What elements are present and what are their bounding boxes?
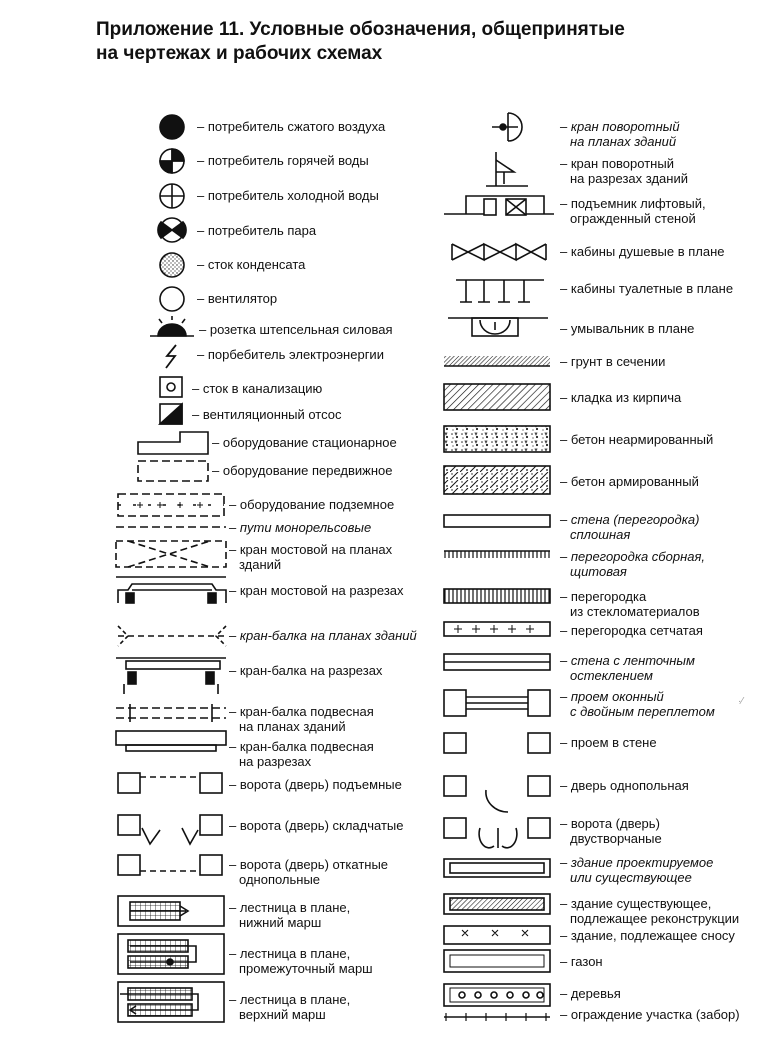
sewer-drain-icon: [160, 377, 182, 397]
right-label-double-window-line-2: с двойным переплетом: [570, 704, 715, 719]
ventilator-icon: [160, 287, 184, 311]
left-label-lifting-gate: – ворота (дверь) подъемные: [229, 777, 402, 792]
stair-middle-icon: [118, 934, 224, 974]
left-label-bridge-crane-plan: – кран мостовой на планах: [229, 542, 393, 557]
strip-glazing-wall-icon: [444, 654, 550, 670]
demolition-building-icon: [444, 926, 550, 944]
right-label-strip-glazing-wall-line-2: остеклением: [570, 668, 653, 683]
mesh-partition-icon: [444, 622, 550, 636]
plain-concrete-icon: [444, 426, 550, 452]
left-label-folding-gate: – ворота (дверь) складчатые: [229, 818, 404, 833]
left-label-hanging-crane-beam-section-line-2: на разрезах: [239, 754, 312, 769]
left-column-labels: [192, 119, 417, 1022]
right-label-designed-building: – здание проектируемое: [560, 855, 714, 870]
right-label-brickwork: – кладка из кирпича: [560, 390, 682, 405]
power-socket-icon: [150, 316, 194, 336]
right-label-building-reconstruction-line-2: подлежащее реконструкции: [570, 911, 740, 926]
panel-partition-icon: [444, 551, 550, 558]
ventilation-suction-icon: [160, 404, 182, 424]
trees-icon: [444, 984, 550, 1006]
crane-beam-section-icon: [116, 658, 226, 694]
washbasin-icon: [448, 318, 548, 336]
right-label-mesh-partition: – перегородка сетчатая: [560, 623, 703, 638]
bridge-crane-section-icon: [116, 577, 226, 603]
wall-opening-icon: [444, 733, 550, 753]
right-label-building-reconstruction: – здание существующее,: [560, 896, 712, 911]
sliding-gate-icon: [118, 855, 222, 875]
steam-icon: [158, 218, 186, 242]
designed-building-icon: [444, 859, 550, 877]
left-label-steam-consumer: – потребитель пара: [197, 223, 317, 238]
right-label-lawn: – газон: [560, 954, 603, 969]
right-label-solid-wall: – стена (перегородка): [560, 512, 700, 527]
fence-icon: [444, 1013, 550, 1021]
toilet-cabins-icon: [456, 280, 544, 302]
left-label-sewer-drain: – сток в канализацию: [192, 381, 323, 396]
scan-artifact: ·⁄: [738, 696, 743, 707]
left-label-hanging-crane-beam-section: – кран-балка подвесная: [229, 739, 374, 754]
right-label-washbasin: – умывальник в плане: [560, 321, 695, 336]
right-label-rotary-crane-plan: – кран поворотный: [560, 119, 680, 134]
underground-equipment-icon: [118, 494, 224, 516]
left-label-sliding-gate: – ворота (дверь) откатные: [229, 857, 389, 872]
right-label-building-demolition: – здание, подлежащее сносу: [560, 928, 735, 943]
left-label-condensate-drain: – сток конденсата: [197, 257, 306, 272]
reconstruction-building-icon: [444, 894, 550, 914]
left-label-stair-upper: – лестница в плане,: [229, 992, 351, 1007]
lightning-icon: [166, 345, 176, 368]
left-label-stair-lower: – лестница в плане,: [229, 900, 351, 915]
right-label-rotary-crane-section-line-2: на разрезах зданий: [570, 171, 688, 186]
right-label-shower-cabins: – кабины душевые в плане: [560, 244, 725, 259]
right-label-single-door: – дверь однопольная: [560, 778, 689, 793]
left-label-hot-water-consumer: – потребитель горячей воды: [197, 153, 369, 168]
lawn-icon: [444, 950, 550, 972]
shower-cabins-icon: [452, 244, 546, 260]
right-label-solid-wall-line-2: сплошная: [570, 527, 631, 542]
left-label-underground-equipment: – оборудование подземное: [229, 497, 395, 512]
left-label-stair-lower-line-2: нижний марш: [239, 915, 322, 930]
page-title-line-1: Приложение 11. Условные обозначения, общепринятые: [96, 19, 625, 40]
left-label-hanging-crane-beam-plan-line-2: на планах зданий: [239, 719, 346, 734]
left-label-crane-beam-plan: – кран-балка на планах зданий: [229, 628, 417, 643]
left-label-crane-beam-section: – кран-балка на разрезах: [229, 663, 383, 678]
left-label-stair-middle-line-2: промежуточный марш: [239, 961, 373, 976]
bridge-crane-plan-icon: [116, 541, 226, 567]
hanging-crane-plan-icon: [116, 704, 226, 722]
hot-water-icon: [160, 149, 184, 173]
left-label-stair-middle: – лестница в плане,: [229, 946, 351, 961]
stationary-equipment-icon: [138, 432, 208, 454]
enclosed-lift-icon: [444, 196, 554, 215]
double-door-icon: [444, 818, 550, 848]
left-label-hanging-crane-beam-plan: – кран-балка подвесная: [229, 704, 374, 719]
right-label-rotary-crane-section: – кран поворотный: [560, 156, 674, 171]
lifting-gate-icon: [118, 773, 222, 793]
right-label-plain-concrete: – бетон неармированный: [560, 432, 714, 447]
brickwork-icon: [444, 384, 550, 410]
soil-section-icon: [444, 356, 550, 366]
single-door-icon: [444, 776, 550, 812]
left-label-sliding-gate-line-2: однопольные: [239, 872, 321, 887]
left-label-bridge-crane-plan-line-2: зданий: [239, 557, 282, 572]
left-label-stationary-equipment: – оборудование стационарное: [212, 435, 397, 450]
hanging-crane-section-icon: [116, 731, 226, 751]
solid-wall-icon: [444, 515, 550, 527]
right-label-designed-building-line-2: или существующее: [570, 870, 692, 885]
right-label-panel-partition: – перегородка сборная,: [560, 549, 706, 564]
right-label-enclosed-lift-line-2: огражденный стеной: [570, 211, 696, 226]
mobile-equipment-icon: [138, 461, 208, 481]
rotary-crane-section-icon: [486, 152, 528, 186]
condensate-icon: [160, 253, 184, 277]
right-label-strip-glazing-wall: – стена с ленточным: [560, 653, 695, 668]
stair-upper-icon: [118, 982, 224, 1022]
right-label-toilet-cabins: – кабины туалетные в плане: [560, 281, 734, 296]
compressed-air-icon: [160, 115, 184, 139]
left-label-bridge-crane-section: – кран мостовой на разрезах: [229, 583, 404, 598]
left-label-power-consumer: – порбебитель электроэнергии: [197, 347, 384, 362]
right-label-soil-section: – грунт в сечении: [560, 354, 666, 369]
right-label-reinforced-concrete: – бетон армированный: [560, 474, 699, 489]
left-label-compressed-air-consumer: – потребитель сжатого воздуха: [197, 119, 386, 134]
left-label-stair-upper-line-2: верхний марш: [239, 1007, 326, 1022]
right-label-wall-opening: – проем в стене: [560, 735, 657, 750]
folding-gate-icon: [118, 815, 222, 844]
right-label-double-door-line-2: двустворчаные: [570, 831, 662, 846]
left-label-ventilator: – вентилятор: [197, 291, 278, 306]
left-label-monorail-tracks: – пути монорельсовые: [229, 520, 372, 535]
right-label-enclosed-lift: – подъемник лифтовый,: [560, 196, 706, 211]
left-label-mobile-equipment: – оборудование передвижное: [212, 463, 393, 478]
right-label-glass-partition-line-2: из стекломатериалов: [570, 604, 700, 619]
right-label-trees: – деревья: [560, 986, 621, 1001]
page-title-line-2: на чертежах и рабочих схемах: [96, 43, 383, 64]
left-label-ventilation-suction: – вентиляционный отсос: [192, 407, 342, 422]
stair-lower-icon: [118, 896, 224, 926]
glass-partition-icon: [444, 589, 550, 603]
left-label-power-socket: – розетка штепсельная силовая: [199, 322, 393, 337]
rotary-crane-plan-icon: [492, 113, 522, 141]
cold-water-icon: [160, 184, 184, 208]
right-label-fence: – ограждение участка (забор): [560, 1007, 740, 1022]
right-label-panel-partition-line-2: щитовая: [570, 564, 627, 579]
right-label-double-door: – ворота (дверь): [560, 816, 660, 831]
crane-beam-plan-icon: [118, 626, 226, 646]
right-column-labels: [559, 119, 740, 1022]
right-label-rotary-crane-plan-line-2: на планах зданий: [570, 134, 677, 149]
right-label-glass-partition: – перегородка: [560, 589, 647, 604]
right-label-double-window: – проем оконный: [560, 689, 664, 704]
left-label-cold-water-consumer: – потребитель холодной воды: [197, 188, 379, 203]
reinforced-concrete-icon: [444, 466, 550, 494]
